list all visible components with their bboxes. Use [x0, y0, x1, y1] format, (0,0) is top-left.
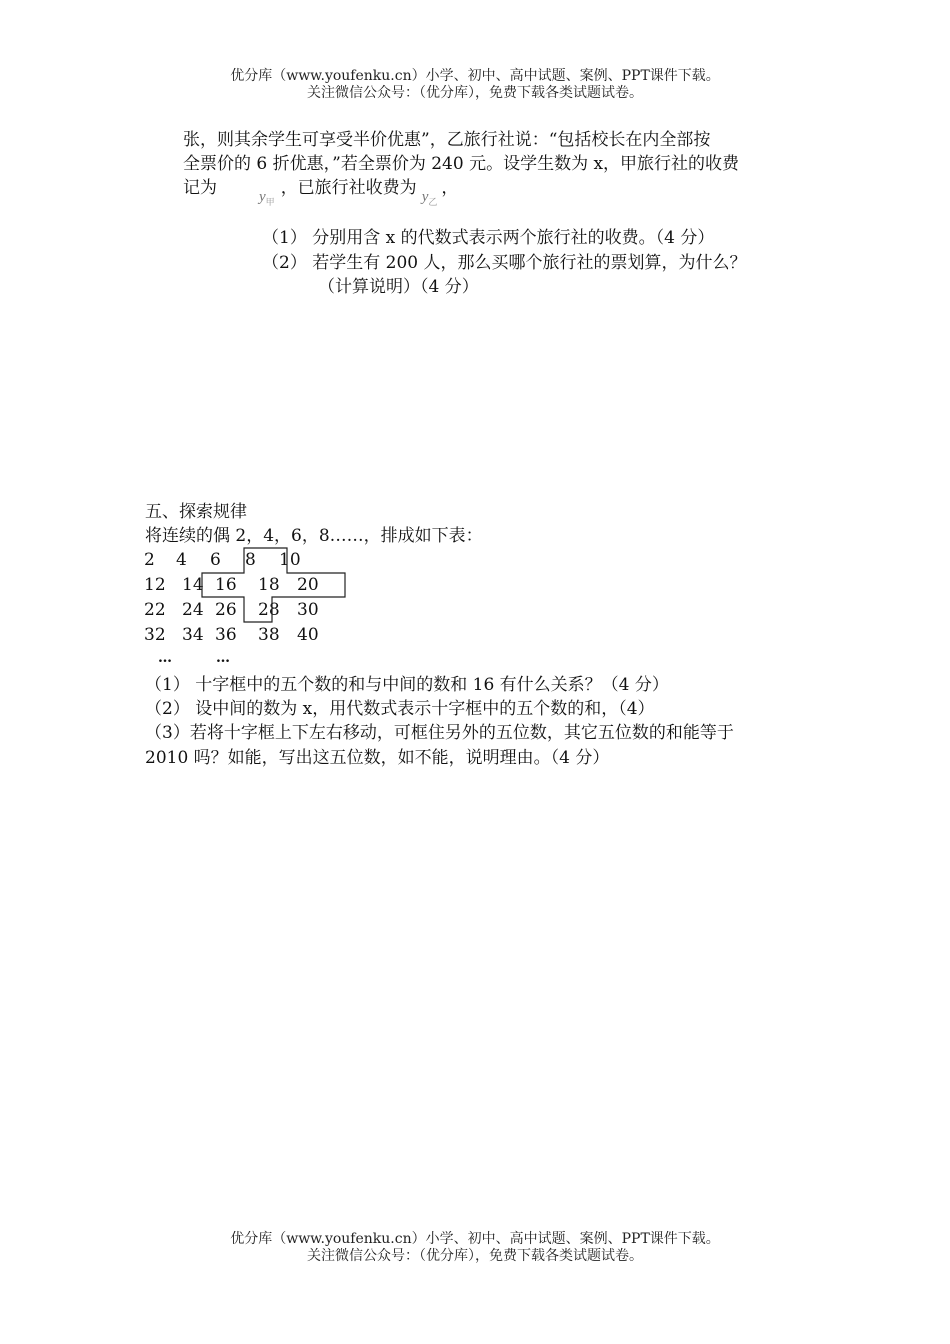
table-cell: 24: [182, 600, 204, 620]
ellipsis: …: [216, 650, 231, 666]
table-cell: 36: [215, 625, 237, 645]
statement-line-3-b: ，已旅行社收费为: [280, 178, 417, 198]
section-5-intro: 将连续的偶 2，4，6，8……，排成如下表：: [145, 526, 483, 546]
header-line-1: 优分库（www.youfenku.cn）小学、初中、高中试题、案例、PPT课件下载。: [230, 68, 720, 84]
table-cell: 28: [258, 600, 280, 620]
table-cell: 10: [279, 550, 301, 570]
table-cell: 12: [144, 575, 166, 595]
table-cell: 38: [258, 625, 280, 645]
problem-4-question-2-cont: （计算说明）（4 分）: [318, 277, 479, 297]
section-5-question-3-cont: 2010 吗？如能，写出这五位数，如不能，说明理由。（4 分）: [145, 748, 610, 768]
statement-line-3: [183, 176, 739, 206]
table-cell: 26: [215, 600, 237, 620]
statement-line-2: 全票价的 6 折优惠，”若全票价为 240 元。设学生数为 x，甲旅行社的收费: [183, 154, 740, 174]
section-5-question-3: （3）若将十字框上下左右移动，可框住另外的五位数，其它五位数的和能等于: [145, 723, 734, 743]
page-footer: [0, 1231, 950, 1265]
table-cell: 8: [245, 550, 256, 570]
table-cell: 34: [182, 625, 204, 645]
var-a: y: [259, 189, 266, 205]
var-b-sub: 乙: [428, 197, 438, 207]
table-cell: 4: [176, 550, 187, 570]
problem-4-statement: [183, 128, 739, 206]
header-line-2: 关注微信公众号：（优分库），免费下载各类试题试卷。: [307, 85, 643, 101]
variable-y-yi: [422, 189, 438, 205]
section-5-title: 五、探索规律: [145, 502, 247, 522]
ellipsis: …: [158, 650, 173, 666]
section-5-question-2: （2） 设中间的数为 x，用代数式表示十字框中的五个数的和，（4）: [145, 699, 655, 719]
table-cell: 16: [215, 575, 237, 595]
statement-line-3-a: 记为: [183, 178, 217, 198]
footer-line-1: 优分库（www.youfenku.cn）小学、初中、高中试题、案例、PPT课件下载。: [230, 1231, 720, 1247]
var-a-sub: 甲: [265, 197, 275, 207]
section-5-question-1: （1） 十字框中的五个数的和与中间的数和 16 有什么关系？（4 分）: [145, 675, 669, 695]
table-cell: 14: [182, 575, 204, 595]
statement-line-3-c: ，: [441, 178, 459, 198]
statement-line-1: 张，则其余学生可享受半价优惠”，乙旅行社说：“包括校长在内全部按: [183, 130, 711, 150]
problem-4-question-1: （1） 分别用含 x 的代数式表示两个旅行社的收费。（4 分）: [262, 228, 715, 248]
footer-line-2: 关注微信公众号：（优分库），免费下载各类试题试卷。: [307, 1248, 643, 1264]
var-b: y: [421, 189, 429, 205]
table-cell: 32: [144, 625, 166, 645]
table-cell: 2: [144, 550, 155, 570]
table-cell: 18: [258, 575, 280, 595]
table-cell: 30: [297, 600, 319, 620]
table-cell: 6: [210, 550, 221, 570]
problem-4-question-2: （2） 若学生有 200 人，那么买哪个旅行社的票划算，为什么？: [262, 253, 747, 273]
variable-y-jia: [259, 189, 275, 205]
page-header: [0, 68, 950, 102]
table-cell: 40: [297, 625, 319, 645]
table-cell: 20: [297, 575, 319, 595]
table-cell: 22: [144, 600, 166, 620]
